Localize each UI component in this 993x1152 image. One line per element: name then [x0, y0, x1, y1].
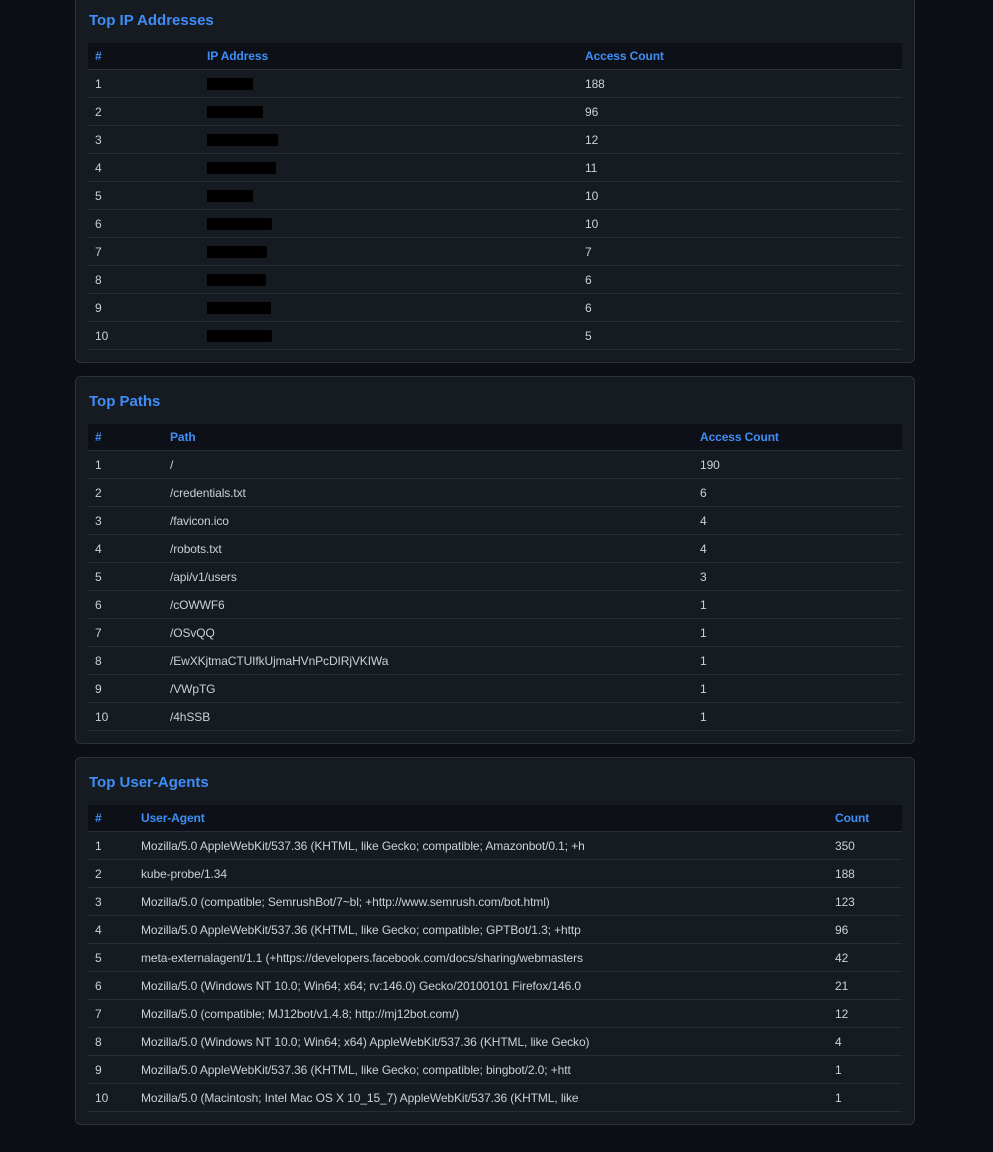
- count-cell: 10: [578, 182, 902, 210]
- count-cell: 1: [828, 1084, 902, 1112]
- table-row: [88, 1056, 902, 1084]
- value-cell: meta-externalagent/1.1 (+https://developers.facebook.com/docs/sharing/webmasters: [134, 944, 828, 972]
- value-cell: /robots.txt: [163, 535, 693, 563]
- table-header-row: [88, 43, 902, 70]
- value-cell: Mozilla/5.0 AppleWebKit/537.36 (KHTML, like Gecko; compatible; bingbot/2.0; +htt: [134, 1056, 828, 1084]
- rank-cell: 10: [88, 1084, 134, 1112]
- table-row: [88, 1028, 902, 1056]
- table-row: [88, 860, 902, 888]
- count-cell: 12: [578, 126, 902, 154]
- rank-cell: 10: [88, 703, 163, 731]
- rank-cell: 3: [88, 126, 200, 154]
- value-cell: [200, 294, 578, 322]
- column-header-path: Path: [163, 424, 693, 451]
- count-cell: 1: [693, 647, 902, 675]
- table-row: [88, 507, 902, 535]
- value-cell: /favicon.ico: [163, 507, 693, 535]
- value-cell: [200, 182, 578, 210]
- value-cell: [200, 126, 578, 154]
- value-cell: Mozilla/5.0 (compatible; MJ12bot/v1.4.8; http://mj12bot.com/): [134, 1000, 828, 1028]
- count-cell: 42: [828, 944, 902, 972]
- count-cell: 11: [578, 154, 902, 182]
- panel-top-user-agents: [75, 757, 915, 1125]
- redacted-ip-bar: [207, 218, 272, 230]
- count-cell: 1: [693, 619, 902, 647]
- table-row: [88, 479, 902, 507]
- table-row: [88, 266, 902, 294]
- rank-cell: 4: [88, 535, 163, 563]
- value-cell: [200, 70, 578, 98]
- rank-cell: 6: [88, 591, 163, 619]
- count-cell: 350: [828, 832, 902, 860]
- rank-cell: 9: [88, 294, 200, 322]
- count-cell: 188: [578, 70, 902, 98]
- count-cell: 7: [578, 238, 902, 266]
- count-cell: 188: [828, 860, 902, 888]
- value-cell: /credentials.txt: [163, 479, 693, 507]
- value-cell: [200, 98, 578, 126]
- table-row: [88, 322, 902, 350]
- count-cell: 4: [693, 535, 902, 563]
- rank-cell: 9: [88, 1056, 134, 1084]
- value-cell: /4hSSB: [163, 703, 693, 731]
- rank-cell: 7: [88, 1000, 134, 1028]
- column-header-rank: #: [88, 805, 134, 832]
- rank-cell: 5: [88, 182, 200, 210]
- table-row: [88, 972, 902, 1000]
- rank-cell: 1: [88, 451, 163, 479]
- rank-cell: 8: [88, 1028, 134, 1056]
- column-header-access-count: Access Count: [693, 424, 902, 451]
- value-cell: Mozilla/5.0 AppleWebKit/537.36 (KHTML, like Gecko; compatible; Amazonbot/0.1; +h: [134, 832, 828, 860]
- column-header-rank: #: [88, 424, 163, 451]
- table-row: [88, 238, 902, 266]
- value-cell: Mozilla/5.0 (Macintosh; Intel Mac OS X 10_15_7) AppleWebKit/537.36 (KHTML, like: [134, 1084, 828, 1112]
- value-cell: [200, 238, 578, 266]
- value-cell: kube-probe/1.34: [134, 860, 828, 888]
- rank-cell: 10: [88, 322, 200, 350]
- count-cell: 4: [693, 507, 902, 535]
- panel-title-top-ip-addresses: Top IP Addresses: [89, 12, 214, 29]
- table-row: [88, 182, 902, 210]
- value-cell: /OSvQQ: [163, 619, 693, 647]
- table-row: [88, 916, 902, 944]
- count-cell: 1: [693, 675, 902, 703]
- rank-cell: 6: [88, 210, 200, 238]
- table-row: [88, 1000, 902, 1028]
- table-row: [88, 563, 902, 591]
- redacted-ip-bar: [207, 302, 271, 314]
- table-row: [88, 675, 902, 703]
- table-row: [88, 944, 902, 972]
- rank-cell: 2: [88, 479, 163, 507]
- rank-cell: 3: [88, 507, 163, 535]
- column-header-rank: #: [88, 43, 200, 70]
- table-header-row: [88, 424, 902, 451]
- value-cell: [200, 322, 578, 350]
- table-row: [88, 451, 902, 479]
- rank-cell: 7: [88, 619, 163, 647]
- table-row: [88, 888, 902, 916]
- value-cell: /EwXKjtmaCTUIfkUjmaHVnPcDIRjVKIWa: [163, 647, 693, 675]
- rank-cell: 5: [88, 563, 163, 591]
- top-paths-table: [88, 424, 902, 731]
- redacted-ip-bar: [207, 134, 278, 146]
- redacted-ip-bar: [207, 190, 253, 202]
- rank-cell: 9: [88, 675, 163, 703]
- count-cell: 6: [693, 479, 902, 507]
- value-cell: Mozilla/5.0 (compatible; SemrushBot/7~bl; +http://www.semrush.com/bot.html): [134, 888, 828, 916]
- top-ip-addresses-table: [88, 43, 902, 350]
- value-cell: Mozilla/5.0 (Windows NT 10.0; Win64; x64) AppleWebKit/537.36 (KHTML, like Gecko): [134, 1028, 828, 1056]
- count-cell: 6: [578, 294, 902, 322]
- table-row: [88, 98, 902, 126]
- rank-cell: 8: [88, 266, 200, 294]
- redacted-ip-bar: [207, 274, 266, 286]
- rank-cell: 8: [88, 647, 163, 675]
- table-row: [88, 126, 902, 154]
- count-cell: 5: [578, 322, 902, 350]
- rank-cell: 6: [88, 972, 134, 1000]
- table-row: [88, 210, 902, 238]
- count-cell: 96: [828, 916, 902, 944]
- redacted-ip-bar: [207, 330, 272, 342]
- table-row: [88, 1084, 902, 1112]
- top-user-agents-table: [88, 805, 902, 1112]
- count-cell: 10: [578, 210, 902, 238]
- table-row: [88, 535, 902, 563]
- table-row: [88, 154, 902, 182]
- count-cell: 96: [578, 98, 902, 126]
- rank-cell: 4: [88, 154, 200, 182]
- value-cell: [200, 266, 578, 294]
- value-cell: /api/v1/users: [163, 563, 693, 591]
- column-header-count: Count: [828, 805, 902, 832]
- value-cell: [200, 154, 578, 182]
- table-row: [88, 703, 902, 731]
- panel-title-top-paths: Top Paths: [89, 393, 161, 410]
- count-cell: 1: [693, 703, 902, 731]
- table-row: [88, 832, 902, 860]
- column-header-ip-address: IP Address: [200, 43, 578, 70]
- count-cell: 6: [578, 266, 902, 294]
- count-cell: 12: [828, 1000, 902, 1028]
- redacted-ip-bar: [207, 162, 276, 174]
- redacted-ip-bar: [207, 106, 263, 118]
- panel-title-top-user-agents: Top User-Agents: [89, 774, 209, 791]
- table-row: [88, 294, 902, 322]
- table-row: [88, 619, 902, 647]
- value-cell: Mozilla/5.0 (Windows NT 10.0; Win64; x64; rv:146.0) Gecko/20100101 Firefox/146.0: [134, 972, 828, 1000]
- count-cell: 4: [828, 1028, 902, 1056]
- value-cell: /cOWWF6: [163, 591, 693, 619]
- count-cell: 1: [693, 591, 902, 619]
- rank-cell: 1: [88, 70, 200, 98]
- value-cell: Mozilla/5.0 AppleWebKit/537.36 (KHTML, like Gecko; compatible; GPTBot/1.3; +http: [134, 916, 828, 944]
- panel-top-paths: [75, 376, 915, 744]
- value-cell: [200, 210, 578, 238]
- rank-cell: 1: [88, 832, 134, 860]
- rank-cell: 5: [88, 944, 134, 972]
- redacted-ip-bar: [207, 78, 253, 90]
- count-cell: 3: [693, 563, 902, 591]
- log-report: [75, 0, 915, 1152]
- rank-cell: 4: [88, 916, 134, 944]
- rank-cell: 7: [88, 238, 200, 266]
- panel-top-ip-addresses: [75, 0, 915, 363]
- column-header-access-count: Access Count: [578, 43, 902, 70]
- column-header-user-agent: User-Agent: [134, 805, 828, 832]
- count-cell: 1: [828, 1056, 902, 1084]
- table-row: [88, 591, 902, 619]
- table-row: [88, 647, 902, 675]
- count-cell: 21: [828, 972, 902, 1000]
- value-cell: /: [163, 451, 693, 479]
- redacted-ip-bar: [207, 246, 267, 258]
- rank-cell: 2: [88, 860, 134, 888]
- rank-cell: 3: [88, 888, 134, 916]
- count-cell: 190: [693, 451, 902, 479]
- table-header-row: [88, 805, 902, 832]
- rank-cell: 2: [88, 98, 200, 126]
- table-row: [88, 70, 902, 98]
- value-cell: /VWpTG: [163, 675, 693, 703]
- count-cell: 123: [828, 888, 902, 916]
